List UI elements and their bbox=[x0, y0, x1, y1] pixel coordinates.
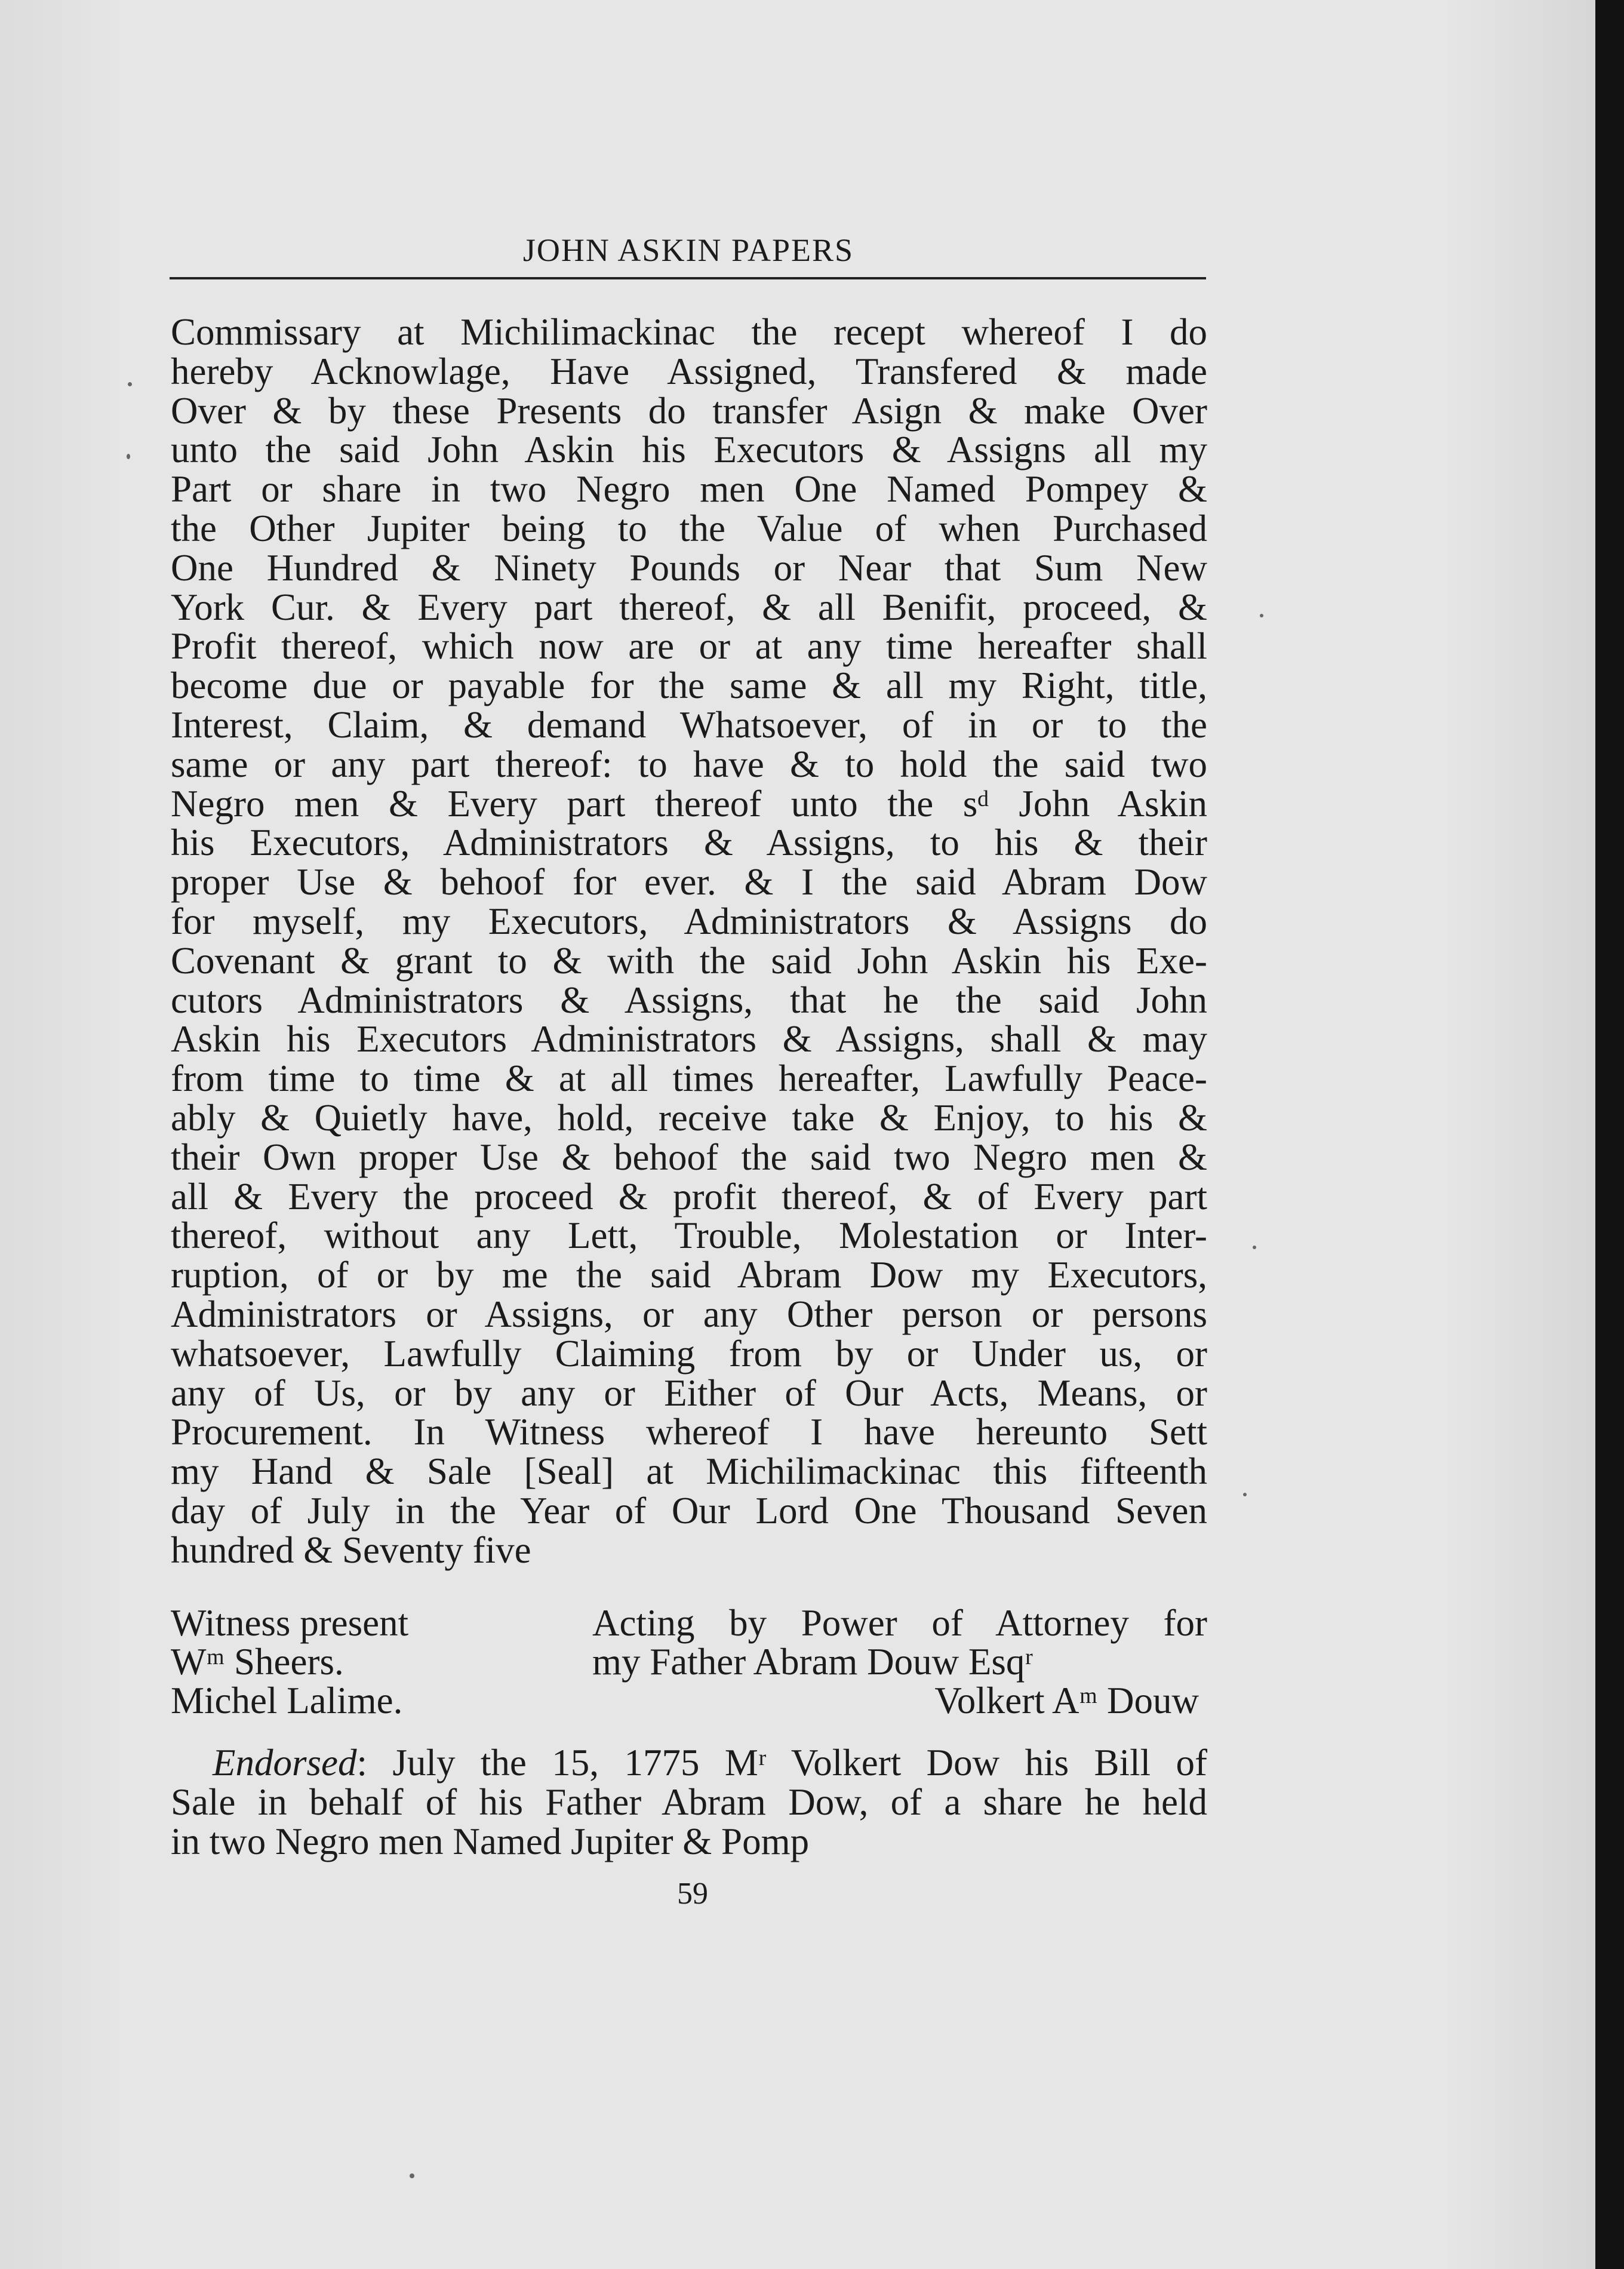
attorney-principal: my Father Abram Douw Esqʳ bbox=[592, 1641, 1034, 1683]
body-line: unto the said John Askin his Executors & Assigns all my bbox=[171, 429, 1207, 471]
signature-row bbox=[171, 1604, 1207, 1643]
body-line: cutors Administrators & Assigns, that he the said John bbox=[171, 979, 1207, 1021]
body-line: ruption, of or by me the said Abram Dow my Executors, bbox=[171, 1254, 1207, 1296]
body-line: Procurement. In Witness whereof I have hereunto Sett bbox=[171, 1411, 1207, 1453]
endorsement-line: in two Negro men Named Jupiter & Pomp bbox=[171, 1820, 810, 1862]
body-line: hundred & Seventy five bbox=[171, 1529, 531, 1571]
body-line: York Cur. & Every part thereof, & all Benifit, proceed, & bbox=[171, 586, 1207, 628]
document-body bbox=[171, 313, 1207, 1570]
endorsement bbox=[171, 1744, 1207, 1861]
body-line: day of July in the Year of Our Lord One Thousand Seven bbox=[171, 1489, 1207, 1532]
body-line: ably & Quietly have, hold, receive take & Enjoy, to his & bbox=[171, 1096, 1207, 1139]
body-line: Covenant & grant to & with the said John Askin his Exe- bbox=[171, 939, 1207, 982]
body-line: Askin his Executors Administrators & Assigns, shall & may bbox=[171, 1018, 1207, 1060]
body-line: his Executors, Administrators & Assigns, to his & their bbox=[171, 822, 1207, 864]
body-line: thereof, without any Lett, Trouble, Molestation or Inter- bbox=[171, 1215, 1207, 1257]
witness-name: Wᵐ Sheers. bbox=[171, 1641, 344, 1683]
body-line: for myself, my Executors, Administrators & Assigns do bbox=[171, 900, 1207, 942]
signature-row bbox=[171, 1643, 1207, 1681]
body-line: the Other Jupiter being to the Value of when Purchased bbox=[171, 507, 1207, 549]
body-line: Commissary at Michilimackinac the recept whereof I do bbox=[171, 311, 1207, 353]
body-line: Over & by these Presents do transfer Asign & make Over bbox=[171, 389, 1207, 432]
paper-speck bbox=[1253, 1246, 1256, 1249]
paper-speck bbox=[1260, 614, 1263, 617]
paper-speck bbox=[127, 454, 130, 459]
signature-row bbox=[171, 1681, 1207, 1720]
body-line: all & Every the proceed & profit thereof, & of Every part bbox=[171, 1175, 1207, 1217]
body-line: from time to time & at all times hereafter, Lawfully Peace- bbox=[171, 1057, 1207, 1100]
attorney-line: Acting by Power of Attorney for bbox=[592, 1602, 1207, 1644]
header-rule bbox=[170, 277, 1206, 279]
endorsement-line: Sale in behalf of his Father Abram Dow, of a share he held bbox=[171, 1781, 1207, 1823]
endorsement-label: Endorsed bbox=[213, 1742, 357, 1784]
body-line: become due or payable for the same & all my Right, title, bbox=[171, 665, 1207, 707]
signature-block bbox=[171, 1604, 1207, 1720]
body-line: One Hundred & Ninety Pounds or Near that Sum New bbox=[171, 546, 1207, 589]
body-line: Negro men & Every part thereof unto the sᵈ John Askin bbox=[171, 782, 1207, 825]
body-line: my Hand & Sale [Seal] at Michilimackinac this fifteenth bbox=[171, 1450, 1207, 1493]
body-line: Interest, Claim, & demand Whatsoever, of in or to the bbox=[171, 703, 1207, 746]
running-head: JOHN ASKIN PAPERS bbox=[522, 232, 854, 268]
signatory-name: Volkert Aᵐ Douw bbox=[934, 1680, 1199, 1721]
witness-label: Witness present bbox=[171, 1602, 409, 1644]
paper-speck bbox=[1243, 1493, 1247, 1496]
body-line: Administrators or Assigns, or any Other person or persons bbox=[171, 1293, 1207, 1335]
paper-speck bbox=[410, 2173, 414, 2178]
body-line: proper Use & behoof for ever. & I the said Abram Dow bbox=[171, 861, 1207, 903]
body-line: Part or share in two Negro men One Named Pompey & bbox=[171, 468, 1207, 511]
endorsement-line bbox=[171, 1744, 1207, 1783]
body-line: their Own proper Use & behoof the said two Negro men & bbox=[171, 1136, 1207, 1178]
witness-name: Michel Lalime. bbox=[171, 1680, 403, 1721]
body-line: whatsoever, Lawfully Claiming from by or Under us, or bbox=[171, 1332, 1207, 1375]
endorsement-text: : July the 15, 1775 Mʳ Volkert Dow his Bill of bbox=[356, 1742, 1207, 1784]
body-line: any of Us, or by any or Either of Our Acts, Means, or bbox=[171, 1372, 1207, 1414]
body-line: Profit thereof, which now are or at any time hereafter shall bbox=[171, 625, 1207, 668]
page-number: 59 bbox=[677, 1877, 708, 1911]
body-line: hereby Acknowlage, Have Assigned, Transfered & made bbox=[171, 350, 1207, 392]
paper-speck bbox=[128, 382, 132, 386]
scan-border bbox=[1595, 0, 1624, 2269]
body-line: same or any part thereof: to have & to hold the said two bbox=[171, 743, 1207, 785]
